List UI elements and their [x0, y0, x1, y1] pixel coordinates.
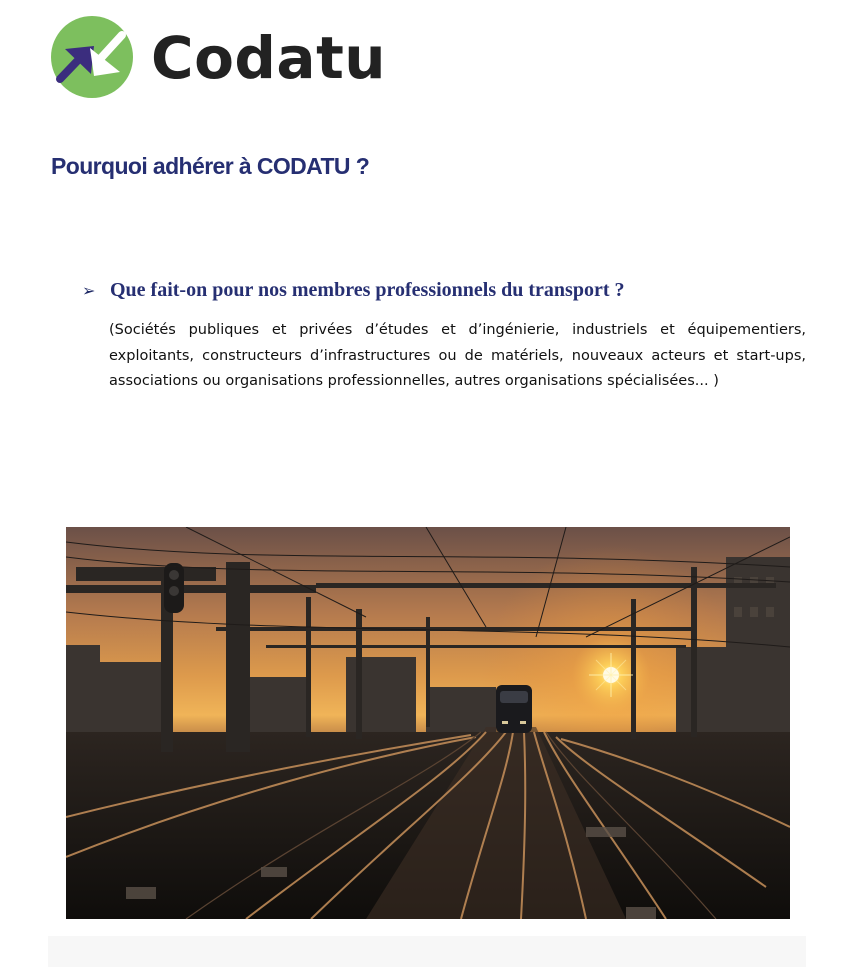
- page-title: Pourquoi adhérer à CODATU ?: [51, 153, 370, 179]
- railway-sunset-photo: [66, 527, 790, 919]
- codatu-logo: [50, 14, 390, 100]
- logo-wordmark: Codatu: [151, 24, 387, 92]
- section-heading: [82, 279, 806, 302]
- footer-band: [48, 936, 806, 967]
- members-section: [82, 279, 806, 395]
- section-title: Que fait-on pour nos membres professionnels du transport ?: [110, 279, 625, 301]
- section-description: (Sociétés publiques et privées d’études et d’ingénierie, industriels et équipementiers, exploitants, constructeurs d’infrastructures ou de matériels, nouveaux acteurs et start-ups, associations ou organisations professionnelles, autres organisations spécialisées... ): [109, 322, 806, 389]
- arrow-bullet-icon: ➢: [82, 281, 96, 300]
- codatu-logo-icon: [50, 14, 134, 100]
